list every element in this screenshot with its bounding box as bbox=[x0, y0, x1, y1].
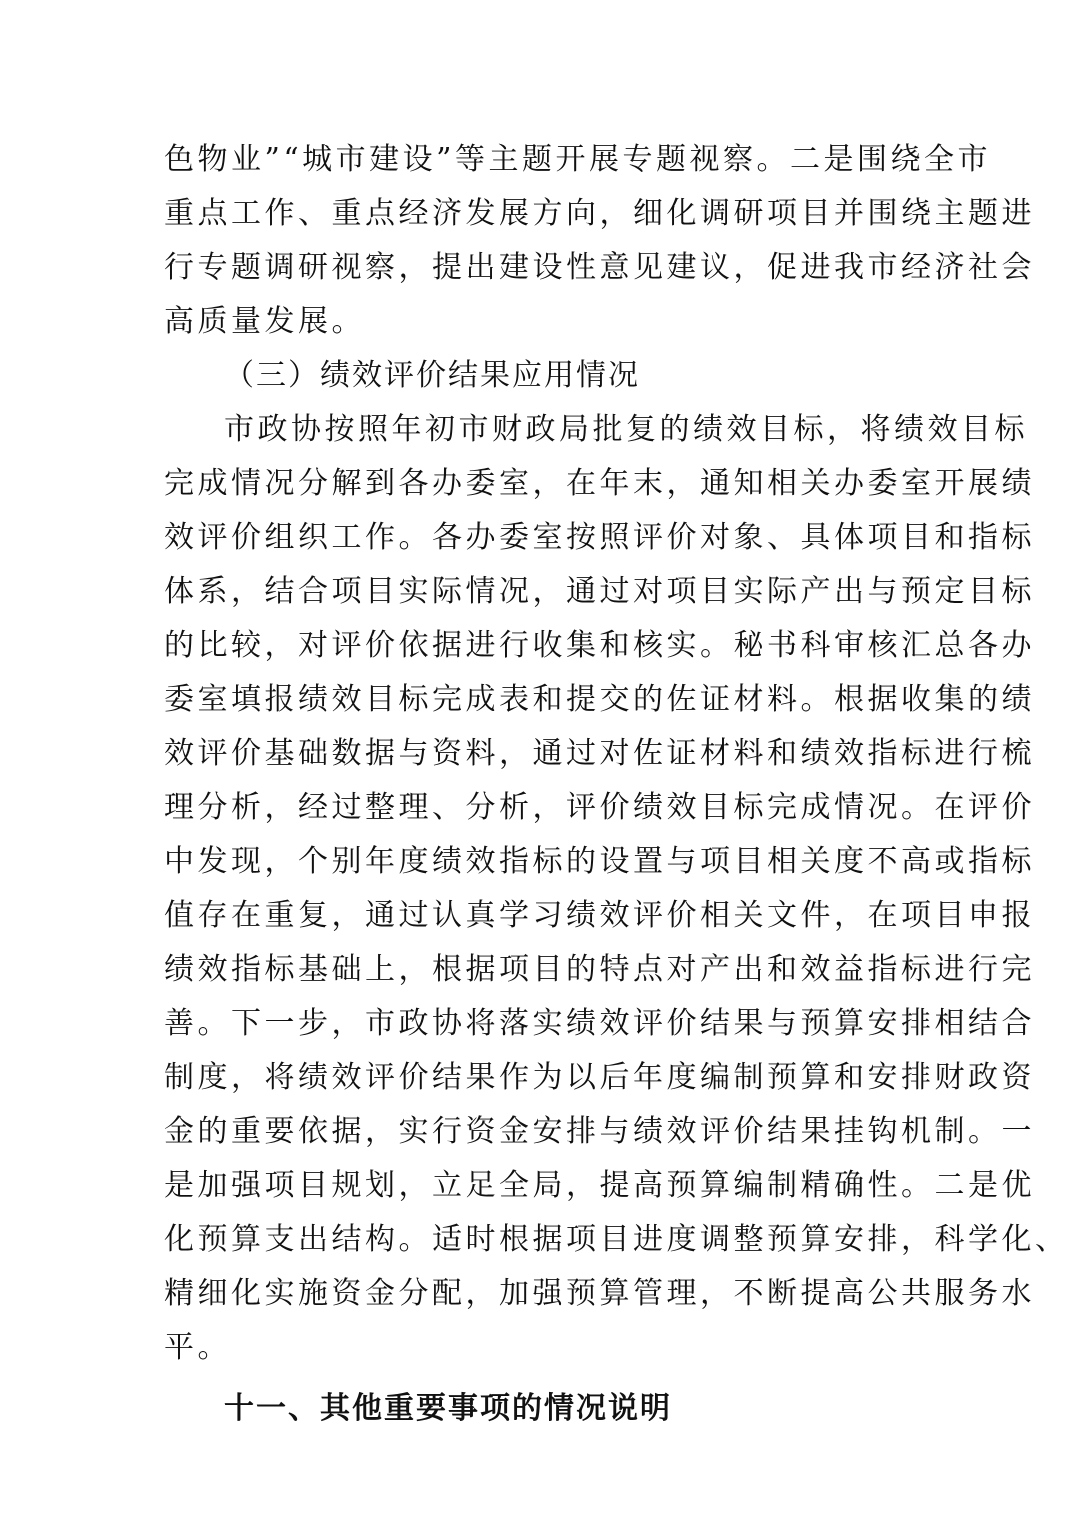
text-line: 制度，将绩效评价结果作为以后年度编制预算和安排财政资 bbox=[164, 1060, 1035, 1095]
text-line: 的比较，对评价依据进行收集和核实。秘书科审核汇总各办 bbox=[164, 628, 1035, 663]
text-line: 平。 bbox=[164, 1330, 231, 1365]
subheading: （三）绩效评价结果应用情况 bbox=[224, 358, 640, 393]
document-body bbox=[164, 133, 1069, 1439]
text-line: 行专题调研视察，提出建设性意见建议，促进我市经济社会 bbox=[164, 250, 1035, 285]
text-line: 高质量发展。 bbox=[164, 304, 365, 339]
paragraph-main bbox=[164, 403, 1069, 1375]
text-line: 中发现，个别年度绩效指标的设置与项目相关度不高或指标 bbox=[164, 844, 1035, 879]
text-line: 市政协按照年初市财政局批复的绩效目标，将绩效目标 bbox=[224, 412, 1028, 447]
text-line: 值存在重复，通过认真学习绩效评价相关文件，在项目申报 bbox=[164, 898, 1035, 933]
text-line: 效评价基础数据与资料，通过对佐证材料和绩效指标进行梳 bbox=[164, 736, 1035, 771]
text-line: 体系，结合项目实际情况，通过对项目实际产出与预定目标 bbox=[164, 574, 1035, 609]
text-line: 善。下一步，市政协将落实绩效评价结果与预算安排相结合 bbox=[164, 1006, 1035, 1041]
text-line: 精细化实施资金分配，加强预算管理，不断提高公共服务水 bbox=[164, 1276, 1035, 1311]
text-line: 金的重要依据，实行资金安排与绩效评价结果挂钩机制。一 bbox=[164, 1114, 1035, 1149]
text-line: 理分析，经过整理、分析，评价绩效目标完成情况。在评价 bbox=[164, 790, 1035, 825]
text-line: 是加强项目规划，立足全局，提高预算编制精确性。二是优 bbox=[164, 1168, 1035, 1203]
text-line: 绩效指标基础上，根据项目的特点对产出和效益指标进行完 bbox=[164, 952, 1035, 987]
text-line: 重点工作、重点经济发展方向，细化调研项目并围绕主题进 bbox=[164, 196, 1035, 231]
text-line: 完成情况分解到各办委室，在年末，通知相关办委室开展绩 bbox=[164, 466, 1035, 501]
section-heading: 十一、其他重要事项的情况说明 bbox=[224, 1391, 672, 1426]
text-line: 色物业”“城市建设”等主题开展专题视察。二是围绕全市 bbox=[164, 142, 992, 177]
text-line: 效评价组织工作。各办委室按照评价对象、具体项目和指标 bbox=[164, 520, 1035, 555]
paragraph-top bbox=[164, 133, 1035, 349]
text-line: 化预算支出结构。适时根据项目进度调整预算安排，科学化、 bbox=[164, 1222, 1069, 1257]
text-line: 委室填报绩效目标完成表和提交的佐证材料。根据收集的绩 bbox=[164, 682, 1035, 717]
